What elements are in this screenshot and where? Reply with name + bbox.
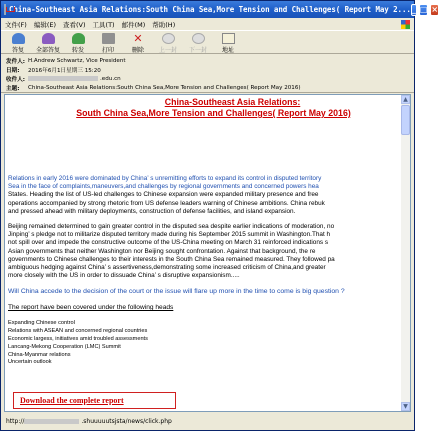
- redacted-address: [28, 76, 98, 81]
- from-label: 发件人:: [6, 58, 26, 65]
- date-value: 2016年6月1日星期三 15:20: [28, 67, 101, 74]
- previous-button[interactable]: 上一封: [156, 31, 180, 54]
- scroll-up-arrow-icon[interactable]: ▲: [401, 95, 410, 104]
- forward-button[interactable]: 转发: [66, 31, 90, 54]
- list-item: Relations with ASEAN and concerned regional countries: [8, 328, 148, 335]
- vertical-scrollbar[interactable]: [401, 95, 410, 411]
- list-item: Expanding Chinese control: [8, 320, 75, 327]
- toolbar: [1, 30, 414, 54]
- address-book-icon: [222, 33, 235, 44]
- subject-value: China-Southeast Asia Relations:South China Sea,More Tension and Challenges( Report May 2016): [28, 84, 301, 91]
- menu-edit[interactable]: 编辑(E): [33, 20, 56, 29]
- maximize-button[interactable]: □: [419, 4, 428, 14]
- list-item: Economic largess, initiatives amid troubled assessments: [8, 336, 148, 343]
- status-bar: [1, 414, 414, 430]
- menu-file[interactable]: 文件(F): [5, 20, 27, 29]
- topics-list: [8, 320, 397, 367]
- close-button[interactable]: ×: [431, 4, 439, 14]
- download-highlight-box: [13, 392, 176, 409]
- menu-message[interactable]: 邮件(M): [121, 20, 146, 29]
- list-item: Uncertain outlook: [8, 359, 52, 366]
- down-arrow-icon: [192, 33, 205, 44]
- address-book-button[interactable]: 地址: [216, 31, 240, 54]
- scroll-down-arrow-icon[interactable]: ▼: [401, 402, 410, 411]
- menu-help[interactable]: 帮助(H): [152, 20, 176, 29]
- up-arrow-icon: [162, 33, 175, 44]
- delete-icon: ✕: [133, 32, 143, 45]
- intro-paragraph: Relations in early 2016 were dominated by China’ s unremitting efforts to expand its control in disputed territory Sea in the face of complaints,maneuvers,and challenges by regional governments and concerned powers hea States. Heading the list of US-led challenges to Chinese expansion were expanded military presence and free operations accompanied by strong rhetoric from US defense leaders warning of Chinese ambitions. China rebuk and pressed ahead with military deployments, construction of defense facilities, and island expansion.: [8, 175, 325, 215]
- list-item: Lancang-Mekong Cooperation (LMC) Summit: [8, 343, 121, 350]
- to-value[interactable]: .edu.cn: [28, 76, 121, 82]
- reply-icon: [12, 33, 25, 44]
- list-item: China-Myanmar relations: [8, 351, 71, 358]
- menu-tools[interactable]: 工具(T): [92, 20, 115, 29]
- message-body[interactable]: [4, 94, 411, 412]
- forward-icon: [72, 33, 85, 44]
- redacted-url: [24, 419, 79, 424]
- second-paragraph: Beijing remained determined to gain greater control in the disputed sea despite earlier indications of moderation, no Jinping’ s pledge not to militarize disputed territory made during his September 2015 summit in Washington.That h not spill over and impede the constructive outcome of the US-China meeting on March 31 reinforced indications s Asian governments that neither Washington nor Beijing sought confrontation. Against that background, the re governments to Chinese challenges to their interests in the South China Sea remained measured. They followed pa ambiguous hedging against China’ s assertiveness,demonstrating some increased criticism of China,and greater more closely with the US in order to dissuade China’ s disruptive expansionism.....: [8, 223, 335, 280]
- menu-bar: [1, 18, 414, 30]
- printer-icon: [102, 33, 115, 44]
- from-value[interactable]: H.Andrew Schwartz, Vice President: [28, 57, 126, 64]
- message-headers: [1, 54, 414, 93]
- mail-icon: [4, 4, 6, 15]
- print-button[interactable]: 打印: [96, 31, 120, 54]
- reply-button[interactable]: 答复: [6, 31, 30, 54]
- download-report-link[interactable]: Download the complete report: [20, 396, 124, 405]
- report-heading-line2: South China Sea,More Tension and Challenges( Report May 2016): [76, 108, 351, 118]
- window-title: China-Southeast Asia Relations:South China Sea,More Tension and Challenges( Report May 2...: [9, 5, 411, 14]
- windows-logo-icon: [401, 20, 410, 29]
- scroll-thumb[interactable]: [401, 105, 410, 135]
- to-label: 收件人:: [6, 76, 26, 83]
- delete-button[interactable]: ✕ 删除: [131, 32, 144, 54]
- reply-all-button[interactable]: 全部答复: [36, 31, 60, 54]
- menu-view[interactable]: 查看(V): [63, 20, 86, 29]
- report-heading-line1: China-Southeast Asia Relations:: [164, 97, 301, 107]
- subject-label: 主题:: [6, 85, 20, 92]
- covered-heads-text: The report have been covered under the following heads: [8, 304, 174, 312]
- title-bar[interactable]: [1, 1, 439, 18]
- minimize-button[interactable]: _: [411, 4, 416, 14]
- question-text: Will China accede to the decision of the court or the issue will flare up more in the time to come is big question ?: [8, 288, 345, 296]
- reply-all-icon: [42, 33, 55, 44]
- date-label: 日期:: [6, 67, 20, 74]
- status-url-suffix: .shuuuuutsjsta/news/click.php: [81, 418, 172, 425]
- next-button[interactable]: 下一封: [186, 31, 210, 54]
- status-url-prefix: http://: [6, 418, 25, 425]
